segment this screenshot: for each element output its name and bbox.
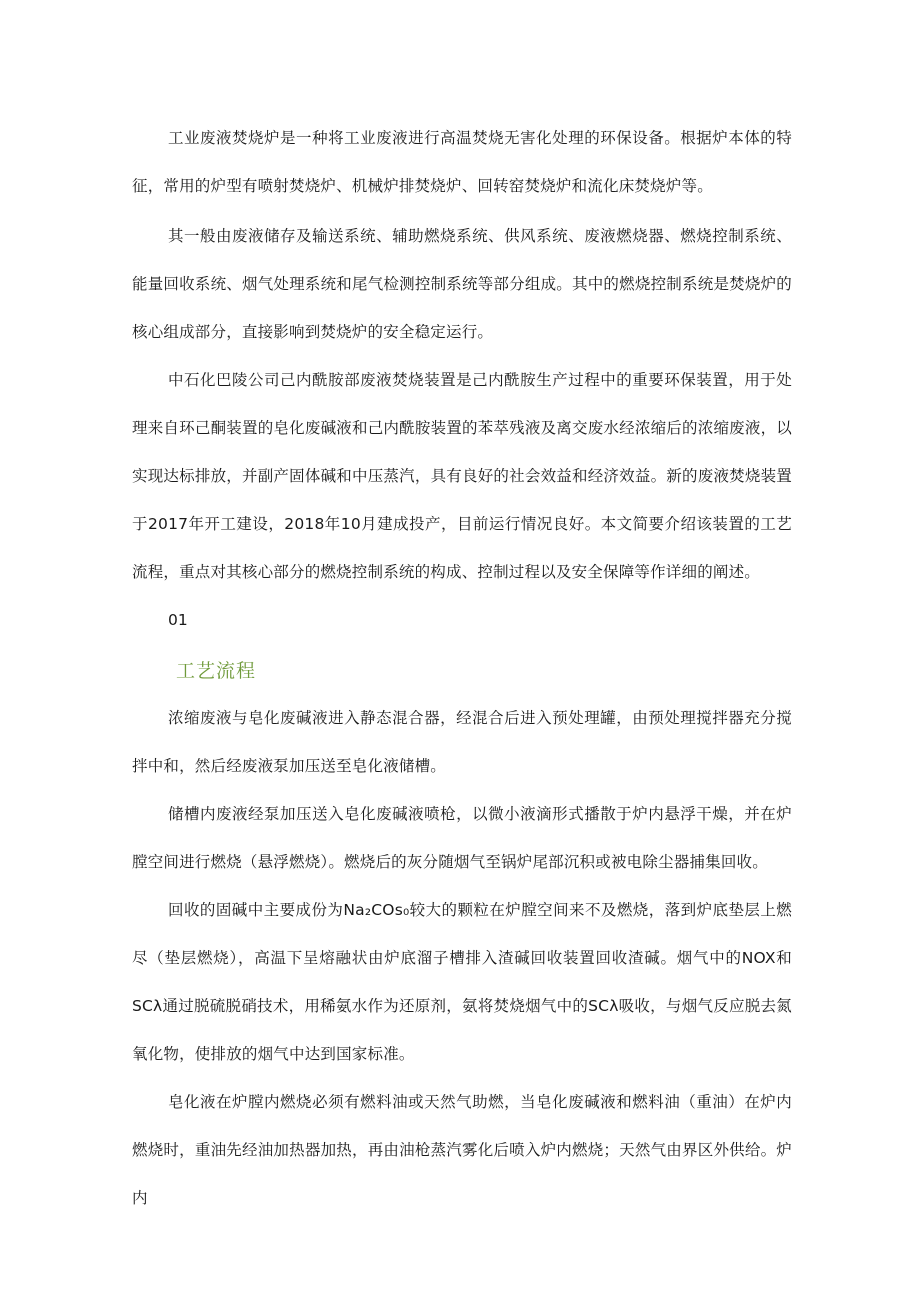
paragraph-process-4: 皂化液在炉膛内燃烧必须有燃料油或天然气助燃，当皂化废碱液和燃料油（重油）在炉内燃烧时，重油先经油加热器加热，再由油枪蒸汽雾化后喷入炉内燃烧；天然气由界区外供给。炉内 [132, 1093, 792, 1207]
paragraph-intro: 工业废液焚烧炉是一种将工业废液进行高温焚烧无害化处理的环保设备。根据炉本体的特征，常用的炉型有喷射焚烧炉、机械炉排焚烧炉、回转窑焚烧炉和流化床焚烧炉等。 [132, 129, 792, 195]
paragraph-process-2: 储槽内废液经泵加压送入皂化废碱液喷枪，以微小液滴形式播散于炉内悬浮干燥，并在炉膛空间进行燃烧（悬浮燃烧）。燃烧后的灰分随烟气至锅炉尾部沉积或被电除尘器捕集回收。 [132, 805, 792, 871]
section-number: 01 [168, 611, 188, 629]
paragraph-background: 中石化巴陵公司己内酰胺部废液焚烧装置是己内酰胺生产过程中的重要环保装置，用于处理来自环己酮装置的皂化废碱液和己内酰胺装置的苯萃残液及离交废水经浓缩后的浓缩废液，以实现达标排放，并副产固体碱和中压蒸汽，具有良好的社会效益和经济效益。新的废液焚烧装置于2017年开工建设，2018年10月建成投产，目前运行情况良好。本文简要介绍该装置的工艺流程，重点对其核心部分的燃烧控制系统的构成、控制过程以及安全保障等作详细的阐述。 [132, 371, 792, 581]
paragraph-composition: 其一般由废液储存及输送系统、辅助燃烧系统、供风系统、废液燃烧器、燃烧控制系统、能量回收系统、烟气处理系统和尾气检测控制系统等部分组成。其中的燃烧控制系统是焚烧炉的核心组成部分，直接影响到焚烧炉的安全稳定运行。 [132, 227, 792, 341]
paragraph-process-3: 回收的固碱中主要成份为Na₂COs₀较大的颗粒在炉膛空间来不及燃烧，落到炉底垫层上燃尽（垫层燃烧），高温下呈熔融状由炉底溜子槽排入渣碱回收装置回收渣碱。烟气中的NOX和SCλ通过脱硫脱硝技术，用稀氨水作为还原剂，氨将焚烧烟气中的SCλ吸收，与烟气反应脱去氮氧化物，使排放的烟气中达到国家标准。 [132, 901, 792, 1063]
section-title: 工艺流程 [176, 660, 257, 682]
paragraph-process-1: 浓缩废液与皂化废碱液进入静态混合器，经混合后进入预处理罐，由预处理搅拌器充分搅拌中和，然后经废液泵加压送至皂化液储槽。 [132, 709, 792, 775]
